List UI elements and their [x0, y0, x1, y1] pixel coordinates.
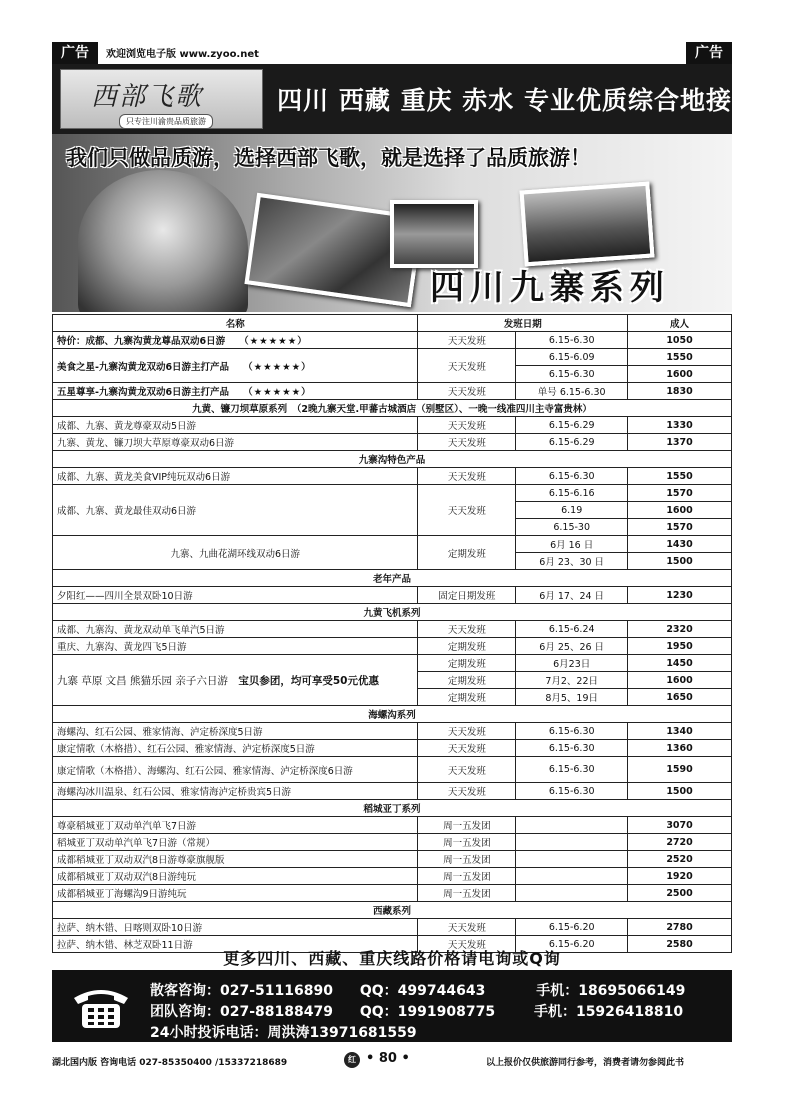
- lake-photo: [520, 182, 655, 267]
- table-row: 成都、九寨、黄龙尊豪双动5日游 天天发班 6.15-6.29 1330: [53, 417, 732, 434]
- table-row: 6月 23、30 日 1500: [53, 553, 732, 570]
- table-row: 6.15-6.30 1600: [53, 366, 732, 383]
- hero-image: [52, 134, 732, 312]
- group-qq[interactable]: 1991908775: [397, 1004, 496, 1020]
- table-row: 拉萨、纳木错、林芝双卧11日游 天天发班 6.15-6.20 2580: [53, 936, 732, 953]
- page-badge-icon: 红: [344, 1052, 360, 1068]
- company-logo: [60, 69, 263, 129]
- table-row: 拉萨、纳木错、日喀则双卧10日游 天天发班 6.15-6.20 2780: [53, 919, 732, 936]
- footer-right: 以上报价仅供旅游同行参考，消费者请勿参阅此书: [486, 1058, 685, 1068]
- section-daocheng: 稻城亚丁系列: [53, 800, 732, 817]
- table-row: 尊豪稻城亚丁双动单汽单飞7日游 周一五发团 3070: [53, 817, 732, 834]
- header-banner: [52, 64, 732, 134]
- table-row: 6.19 1600: [53, 502, 732, 519]
- table-row: 成都稻城亚丁双动双汽8日游纯玩 周一五发团 1920: [53, 868, 732, 885]
- table-row: 6.15-30 1570: [53, 519, 732, 536]
- retail-phone[interactable]: 027-51116890: [220, 983, 333, 999]
- col-price: 成人: [628, 315, 732, 332]
- welcome-url: 欢迎浏览电子版 www.zyoo.net: [106, 49, 259, 60]
- table-row: 特价：成都、九寨沟黄龙尊品双动6日游 （★★★★★） 天天发班 6.15-6.30 1050: [53, 332, 732, 349]
- series-title: 四川九寨系列: [430, 268, 670, 308]
- table-row: 海螺沟冰川温泉、红石公园、雅家情海泸定桥贵宾5日游 天天发班 6.15-6.30 1500: [53, 783, 732, 800]
- table-row: 稻城亚丁双动单汽单飞7日游（常规） 周一五发团 2720: [53, 834, 732, 851]
- model-portrait: [78, 170, 248, 312]
- more-info: 更多四川、西藏、重庆线路价格请电询或Q询: [223, 949, 561, 968]
- table-row: 定期发班 7月2、22日 1600: [53, 672, 732, 689]
- retail-mobile[interactable]: 18695066149: [578, 983, 686, 999]
- ad-tag-right: 广告: [686, 42, 732, 64]
- hero-slogan: 我们只做品质游，选择西部飞歌，就是选择了品质旅游！: [66, 146, 591, 170]
- table-row: 九寨、九曲花湖环线双动6日游 定期发班 6月 16 日 1430: [53, 536, 732, 553]
- section-senior: 老年产品: [53, 570, 732, 587]
- table-row: 夕阳红——四川全景双卧10日游 固定日期发班 6月 17、24 日 1230: [53, 587, 732, 604]
- route-price-table: [52, 314, 732, 953]
- table-row: 康定情歌（木格措）、红石公园、雅家情海、泸定桥深度5日游 天天发班 6.15-6.30 1360: [53, 740, 732, 757]
- section-tibet: 西藏系列: [53, 902, 732, 919]
- table-row: 九寨、黄龙、镰刀坝大草原尊豪双动6日游 天天发班 6.15-6.29 1370: [53, 434, 732, 451]
- table-row: 康定情歌（木格措）、海螺沟、红石公园、雅家情海、泸定桥深度6日游 天天发班 6.15-6.30 1590: [53, 757, 732, 783]
- table-row: 成都稻城亚丁双动双汽8日游尊豪旗舰版 周一五发团 2520: [53, 851, 732, 868]
- table-header: [53, 315, 732, 332]
- page-number: 红 • 80 •: [344, 1051, 410, 1068]
- table-row: 美食之星-九寨沟黄龙双动6日游主打产品 （★★★★★） 天天发班 6.15-6.09 1550: [53, 349, 732, 366]
- table-row: 成都稻城亚丁海螺沟9日游纯玩 周一五发团 2500: [53, 885, 732, 902]
- section-special: 九寨沟特色产品: [53, 451, 732, 468]
- complaint-hotline: 24小时投诉电话：周洪涛13971681559: [150, 1025, 417, 1041]
- group-phone[interactable]: 027-88188479: [220, 1004, 333, 1020]
- logo-tagline: 只专注川渝贵品质旅游: [119, 114, 213, 129]
- col-date: 发班日期: [418, 315, 628, 332]
- banner-headline: 四川 西藏 重庆 赤水 专业优质综合地接: [277, 86, 732, 115]
- section-huanglong: 九黄、镰刀坝草原系列 （2晚九寨天堂.甲蕃古城酒店（别墅区）、一晚一线准四川主寺富贵林）: [53, 400, 732, 417]
- retail-contact-row: 散客咨询：027-51116890 QQ：499744643 手机：18695066149: [150, 983, 686, 999]
- retail-qq[interactable]: 499744643: [397, 983, 486, 999]
- section-hailuo: 海螺沟系列: [53, 706, 732, 723]
- table-row: 五星尊享-九寨沟黄龙双动6日游主打产品 （★★★★★） 天天发班 单号 6.15-6.30 1830: [53, 383, 732, 400]
- ad-tag-left: 广告: [52, 42, 98, 64]
- table-row: 成都、九寨沟、黄龙双动单飞单汽5日游 天天发班 6.15-6.24 2320: [53, 621, 732, 638]
- col-name: 名称: [53, 315, 418, 332]
- table-row: 成都、九寨、黄龙美食VIP纯玩双动6日游 天天发班 6.15-6.30 1550: [53, 468, 732, 485]
- waterfall-photo: [390, 200, 478, 268]
- table-row: 定期发班 8月5、19日 1650: [53, 689, 732, 706]
- table-row: 重庆、九寨沟、黄龙四飞5日游 定期发班 6月 25、26 日 1950: [53, 638, 732, 655]
- contact-panel: [52, 970, 732, 1042]
- table-row: 海螺沟、红石公园、雅家情海、泸定桥深度5日游 天天发班 6.15-6.30 1340: [53, 723, 732, 740]
- logo-name: 西部飞歌: [91, 82, 204, 112]
- group-contact-row: 团队咨询：027-88188479 QQ：1991908775 手机：15926418810: [150, 1004, 684, 1020]
- section-flight: 九黄飞机系列: [53, 604, 732, 621]
- table-row: 成都、九寨、黄龙最佳双动6日游 天天发班 6.15-6.16 1570: [53, 485, 732, 502]
- table-row: 九寨 草原 文昌 熊猫乐园 亲子六日游 宝贝参团，均可享受50元优惠 定期发班 6月23日 1450: [53, 655, 732, 672]
- footer-left: 湖北国内版 咨询电话 027-85350400 /15337218689: [52, 1058, 288, 1068]
- group-mobile[interactable]: 15926418810: [575, 1004, 684, 1020]
- telephone-icon: [70, 984, 132, 1030]
